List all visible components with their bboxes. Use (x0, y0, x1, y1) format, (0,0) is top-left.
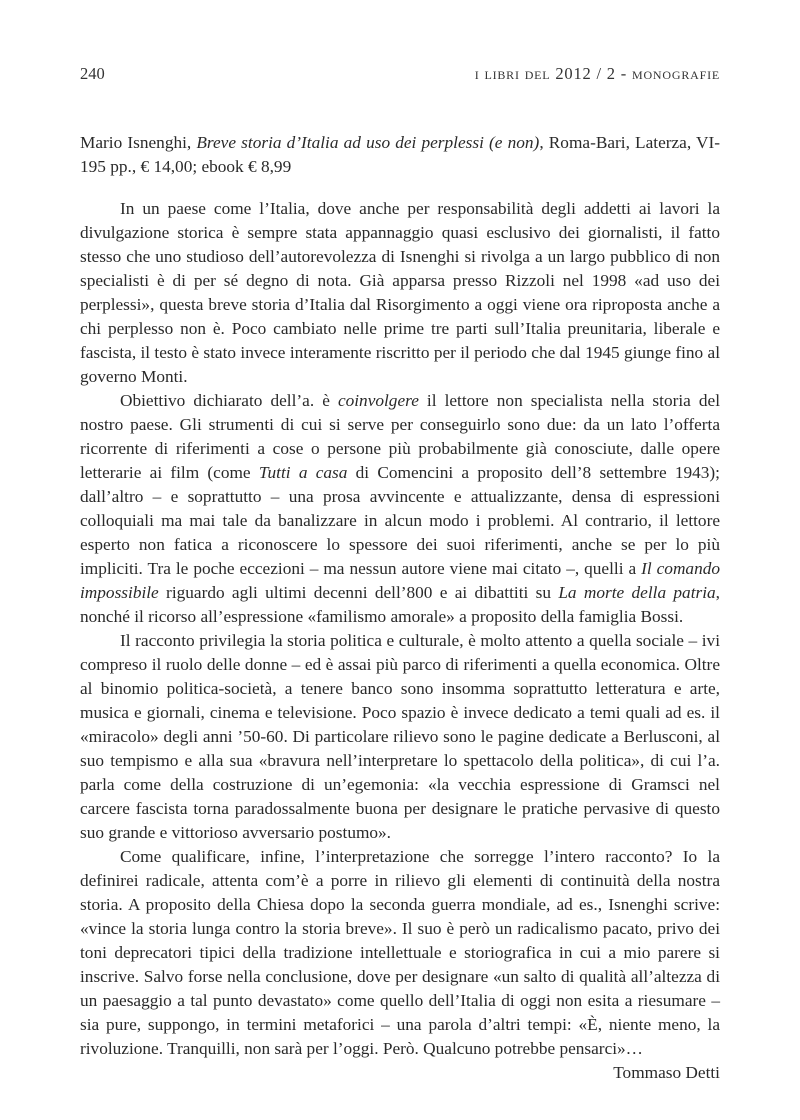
review-body (80, 197, 720, 1061)
running-header (80, 64, 720, 84)
italic-title: coinvolgere (337, 391, 419, 410)
italic-title: La morte della patria (558, 583, 716, 602)
paragraph-text: Il racconto privilegia la storia politica e culturale, è molto attento a quella sociale – ivi compreso il ruolo delle donne – ed è assai più parco di riferimenti a quella economica. Oltre al binomio politica-società, a tenere banco sono insomma soprattutto letteratura e arte, musica e giornali, cinema e televisione. Poco spazio è invece dedicato a temi quali ad es. il «miracolo» degli anni ’50-60. Di particolare rilievo sono le pagine dedicate a Berlusconi, al suo tempismo e alla sua «bravura nell’interpretare lo spettacolo della politica», di cui l’a. parla come della costruzione di un’egemonia: «la vecchia espressione di Gramsci nel carcere fascista torna paradossalmente buona per designare le pratiche pervasive di questo suo grande e vittorioso avversario postumo». (80, 631, 720, 842)
italic-title: Il comando impossibile (80, 559, 720, 602)
paragraph-text: riguardo agli ultimi decenni dell’800 e ai dibattiti su (158, 583, 559, 602)
italic-title: Tutti a casa (258, 463, 348, 482)
citation-details: , Roma-Bari, Laterza, VI-195 pp., € 14,00; ebook € 8,99 (80, 133, 720, 176)
section-title: i libri del 2012 / 2 - monografie (474, 64, 720, 83)
paragraph-text: In un paese come l’Italia, dove anche per responsabilità degli addetti ai lavori la divulgazione storica è sempre stata appannaggio quasi esclusivo dei giornalisti, il fatto stesso che uno studioso dell’autorevolezza di Isnenghi si rivolga a un largo pubblico di non specialisti è di per sé degno di nota. Già apparsa presso Rizzoli nel 1998 «ad uso dei perplessi», questa breve storia d’Italia dal Risorgimento a oggi viene ora riproposta anche a chi perplesso non è. Poco cambiato nelle prime tre parti sull’Italia preunitaria, liberale e fascista, il testo è stato invece interamente riscritto per il periodo che dal 1945 giunge fino al governo Monti. (80, 199, 720, 386)
review-paragraph (80, 629, 720, 845)
review-paragraph (80, 197, 720, 389)
reviewer-name: Tommaso Detti (613, 1063, 720, 1082)
citation-title: Breve storia d’Italia ad uso dei perplessi (e non) (196, 133, 540, 152)
citation-author: Mario Isnenghi, (80, 133, 192, 152)
page-number: 240 (80, 64, 105, 83)
paragraph-text: Come qualificare, infine, l’interpretazione che sorregge l’intero racconto? Io la definirei radicale, attenta com’è a porre in rilievo gli elementi di continuità della nostra storia. A proposito della Chiesa dopo la seconda guerra mondiale, ad es., Isnenghi scrive: «vince la storia lunga contro la storia breve». Il suo è però un radicalismo pacato, privo dei toni deprecatori tipici della tradizione intellettuale e storiografica in cui a mio parere si inscrive. Salvo forse nella conclusione, dove per designare «un salto di qualità all’altezza di un paesaggio a tal punto devastato» come quello dell’Italia di oggi non esita a riesumare – sia pure, suppongo, in termini metaforici – una parola d’altri tempi: «È, niente meno, la rivoluzione. Tranquilli, non sarà per l’oggi. Però. Qualcuno potrebbe pensarci»… (80, 847, 720, 1058)
paragraph-text: , nonché il ricorso all’espressione «familismo amorale» a proposito della famiglia Bossi. (80, 583, 720, 626)
book-citation (80, 131, 720, 179)
paragraph-text: il lettore non specialista nella storia del nostro paese. Gli strumenti di cui si serve per conseguirlo sono due: da un lato l’offerta ricorrente di riferimenti a cose o persone più probabilmente già conosciute, dalle opere letterarie ai film (come (80, 391, 720, 482)
paragraph-text: di Comencini a proposito dell’8 settembre 1943); dall’altro – e soprattutto – una prosa avvincente e attualizzante, densa di espressioni colloquiali ma mai tale da banalizzare in alcun modo i problemi. Al contrario, il lettore esperto non fatica a riconoscere lo spessore dei suoi riferimenti, anche se per lo più impliciti. Tra le poche eccezioni – ma nessun autore viene mai citato –, quelli a (80, 463, 720, 578)
review-paragraph (80, 845, 720, 1061)
review-paragraph (80, 389, 720, 629)
paragraph-text: Obiettivo dichiarato dell’a. è (120, 391, 338, 410)
review-entry (80, 131, 720, 1085)
